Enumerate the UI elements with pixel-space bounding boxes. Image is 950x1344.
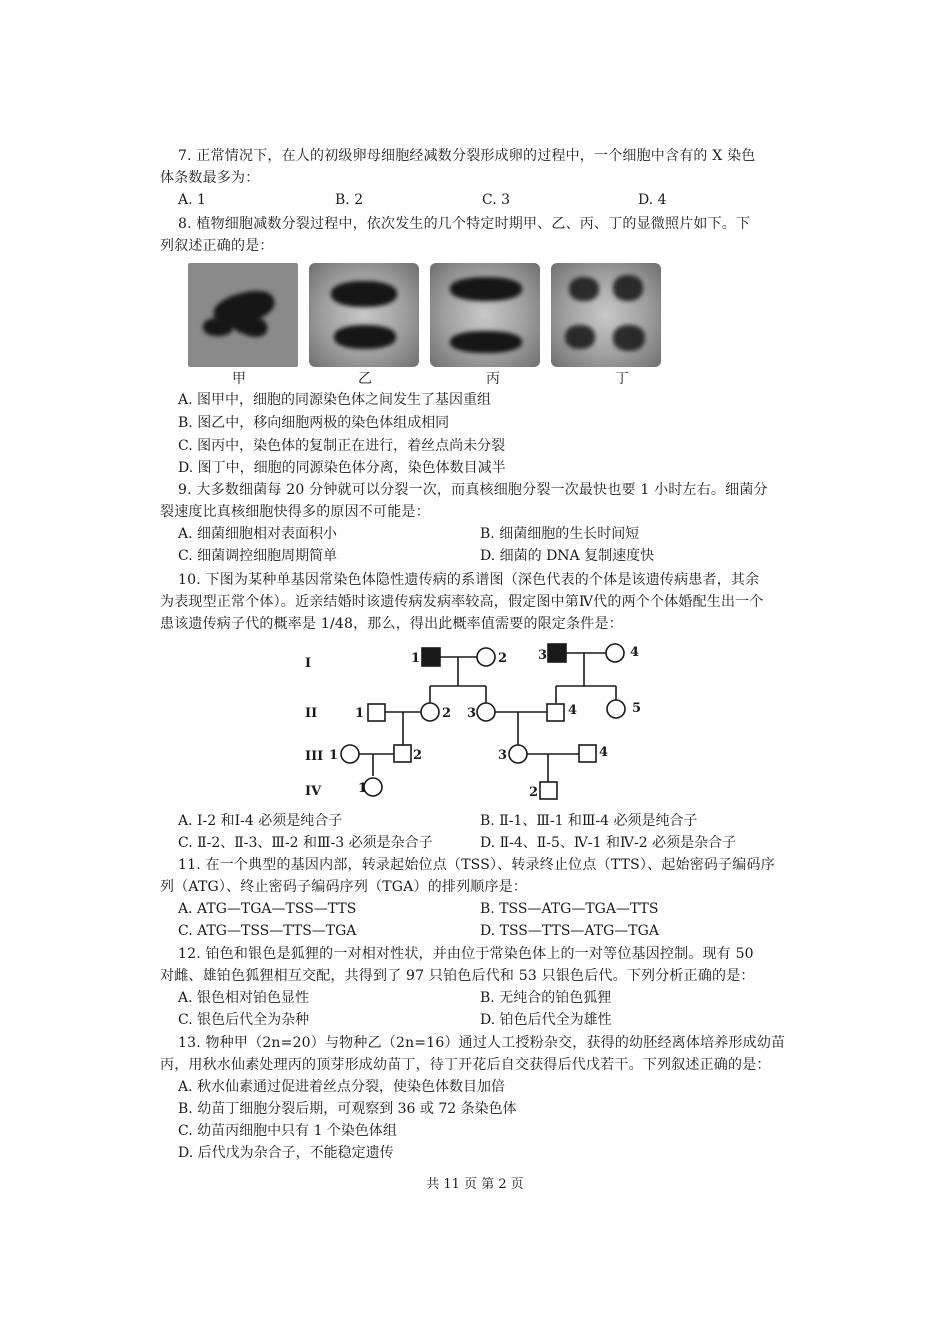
caption-bing: 丙 (486, 371, 500, 387)
svg-text:2: 2 (442, 706, 452, 721)
pedigree-II-5 (607, 700, 625, 718)
q8-stem-line2: 列叙述正确的是： (160, 238, 274, 254)
q10-option-b: B. Ⅱ-1、Ⅲ-1 和Ⅲ-4 必须是纯合子 (480, 813, 698, 829)
q8-option-d: D. 图丁中，细胞的同源染色体分离，染色体数目减半 (178, 460, 506, 476)
q13-option-d: D. 后代戊为杂合子，不能稳定遗传 (178, 1145, 394, 1161)
q12-stem-line2: 对雌、雄铂色狐狸相互交配，共得到了 97 只铂色后代和 53 只银色后代。下列分析正确的是： (160, 968, 755, 984)
q11-stem-line1: 11. 在一个典型的基因内部，转录起始位点（TSS）、转录终止位点（TTS）、起始密码子编码序 (178, 857, 775, 873)
svg-text:3: 3 (538, 648, 548, 663)
gen-label-IV: IV (305, 784, 322, 799)
q7-stem-line2: 体条数最多为： (160, 170, 260, 186)
svg-text:1: 1 (355, 706, 365, 721)
svg-text:4: 4 (599, 745, 609, 760)
page-footer: 共 11 页 第 2 页 (426, 1177, 524, 1192)
q7-option-a: A. 1 (178, 192, 206, 208)
q8-stem-line1: 8. 植物细胞减数分裂过程中，依次发生的几个特定时期甲、乙、丙、丁的显微照片如下。下 (178, 216, 751, 232)
svg-text:4: 4 (568, 703, 578, 718)
q11-stem-line2: 列（ATG）、终止密码子编码序列（TGA）的排列顺序是： (160, 879, 528, 895)
q12-option-a: A. 银色相对铂色显性 (178, 990, 310, 1006)
q13-stem-line2: 丙，用秋水仙素处理丙的顶芽形成幼苗丁，待丁开花后自交获得后代戊若干。下列叙述正确的是： (160, 1057, 771, 1073)
q10-stem-line2: 为表现型正常个体）。近亲结婚时该遗传病发病率较高，假定图中第Ⅳ代的两个个体婚配生出一个 (160, 594, 764, 610)
q10-stem-line3: 患该遗传病子代的概率是 1/48，那么，得出此概率值需要的限定条件是： (160, 616, 623, 632)
q10-option-d: D. Ⅱ-4、Ⅱ-5、Ⅳ-1 和Ⅳ-2 必须是杂合子 (480, 835, 737, 851)
q10-option-c: C. Ⅱ-2、Ⅱ-3、Ⅲ-2 和Ⅲ-3 必须是杂合子 (178, 835, 433, 851)
q9-option-d: D. 细菌的 DNA 复制速度快 (480, 548, 655, 564)
q13-stem-line1: 13. 物种甲（2n=20）与物种乙（2n=16）通过人工授粉杂交，获得的幼胚经离体培养形成幼苗 (178, 1035, 786, 1051)
svg-text:4: 4 (630, 645, 640, 660)
pedigree-I-2 (477, 648, 495, 666)
q11-option-c: C. ATG—TSS—TTS—TGA (178, 923, 357, 939)
q7-option-b: B. 2 (335, 192, 364, 208)
pedigree-IV-2 (540, 782, 557, 799)
pedigree-I-3 (548, 644, 566, 662)
q12-option-d: D. 铂色后代全为雄性 (480, 1012, 612, 1028)
q9-stem-line1: 9. 大多数细菌每 20 分钟就可以分裂一次，而真核细胞分裂一次最快也要 1 小时左右。细菌分 (178, 482, 768, 498)
q12-option-b: B. 无纯合的铂色狐狸 (480, 990, 612, 1006)
pedigree-I-1 (422, 648, 440, 666)
caption-jia: 甲 (232, 371, 246, 387)
svg-text:2: 2 (529, 785, 539, 800)
q11-option-b: B. TSS—ATG—TGA—TTS (480, 901, 659, 917)
q13-option-c: C. 幼苗丙细胞中只有 1 个染色体组 (178, 1123, 397, 1139)
q9-option-b: B. 细菌细胞的生长时间短 (480, 526, 640, 542)
q9-stem-line2: 裂速度比真核细胞快得多的原因不可能是： (160, 504, 430, 520)
q7-option-c: C. 3 (482, 192, 511, 208)
pedigree-II-4 (547, 704, 564, 721)
caption-yi: 乙 (358, 371, 372, 387)
pedigree-III-2 (394, 745, 411, 762)
q8-option-b: B. 图乙中，移向细胞两极的染色体组成相同 (178, 415, 450, 431)
gen-label-I: I (305, 656, 312, 671)
q11-option-d: D. TSS—TTS—ATG—TGA (480, 923, 659, 939)
svg-text:2: 2 (413, 748, 423, 763)
q8-option-c: C. 图丙中，染色体的复制正在进行，着丝点尚未分裂 (178, 438, 506, 454)
svg-text:2: 2 (498, 651, 508, 666)
q7-option-d: D. 4 (638, 192, 667, 208)
q11-option-a: A. ATG—TGA—TSS—TTS (178, 901, 357, 917)
svg-text:1: 1 (411, 651, 421, 666)
svg-text:3: 3 (498, 748, 508, 763)
svg-text:1: 1 (329, 748, 339, 763)
pedigree-II-1 (368, 704, 385, 721)
q12-option-c: C. 银色后代全为杂种 (178, 1012, 310, 1028)
q7-stem-line1: 7. 正常情况下，在人的初级卵母细胞经减数分裂形成卵的过程中，一个细胞中含有的 X 染色 (178, 148, 756, 164)
pedigree-III-3 (509, 745, 527, 763)
q9-option-c: C. 细菌调控细胞周期简单 (178, 548, 338, 564)
pedigree-II-3 (477, 703, 495, 721)
svg-text:1: 1 (358, 781, 368, 796)
gen-label-II: II (305, 706, 318, 721)
gen-label-III: III (305, 749, 324, 764)
pedigree-II-2 (421, 703, 439, 721)
pedigree-III-4 (579, 745, 596, 762)
q13-option-b: B. 幼苗丁细胞分裂后期，可观察到 36 或 72 条染色体 (178, 1101, 517, 1117)
q9-option-a: A. 细菌细胞相对表面积小 (178, 526, 338, 542)
svg-text:5: 5 (632, 701, 642, 716)
q10-stem-line1: 10. 下图为某种单基因常染色体隐性遗传病的系谱图（深色代表的个体是该遗传病患者，其余 (178, 572, 760, 588)
svg-text:3: 3 (467, 706, 477, 721)
pedigree-I-4 (606, 644, 624, 662)
caption-ding: 丁 (615, 371, 629, 387)
q13-option-a: A. 秋水仙素通过促进着丝点分裂，使染色体数目加倍 (178, 1079, 506, 1095)
pedigree-III-1 (341, 745, 359, 763)
q10-option-a: A. Ⅰ-2 和Ⅰ-4 必须是纯合子 (178, 813, 343, 829)
q12-stem-line1: 12. 铂色和银色是狐狸的一对相对性状，并由位于常染色体上的一对等位基因控制。现有 50 (178, 946, 754, 962)
q8-option-a: A. 图甲中，细胞的同源染色体之间发生了基因重组 (178, 392, 492, 408)
